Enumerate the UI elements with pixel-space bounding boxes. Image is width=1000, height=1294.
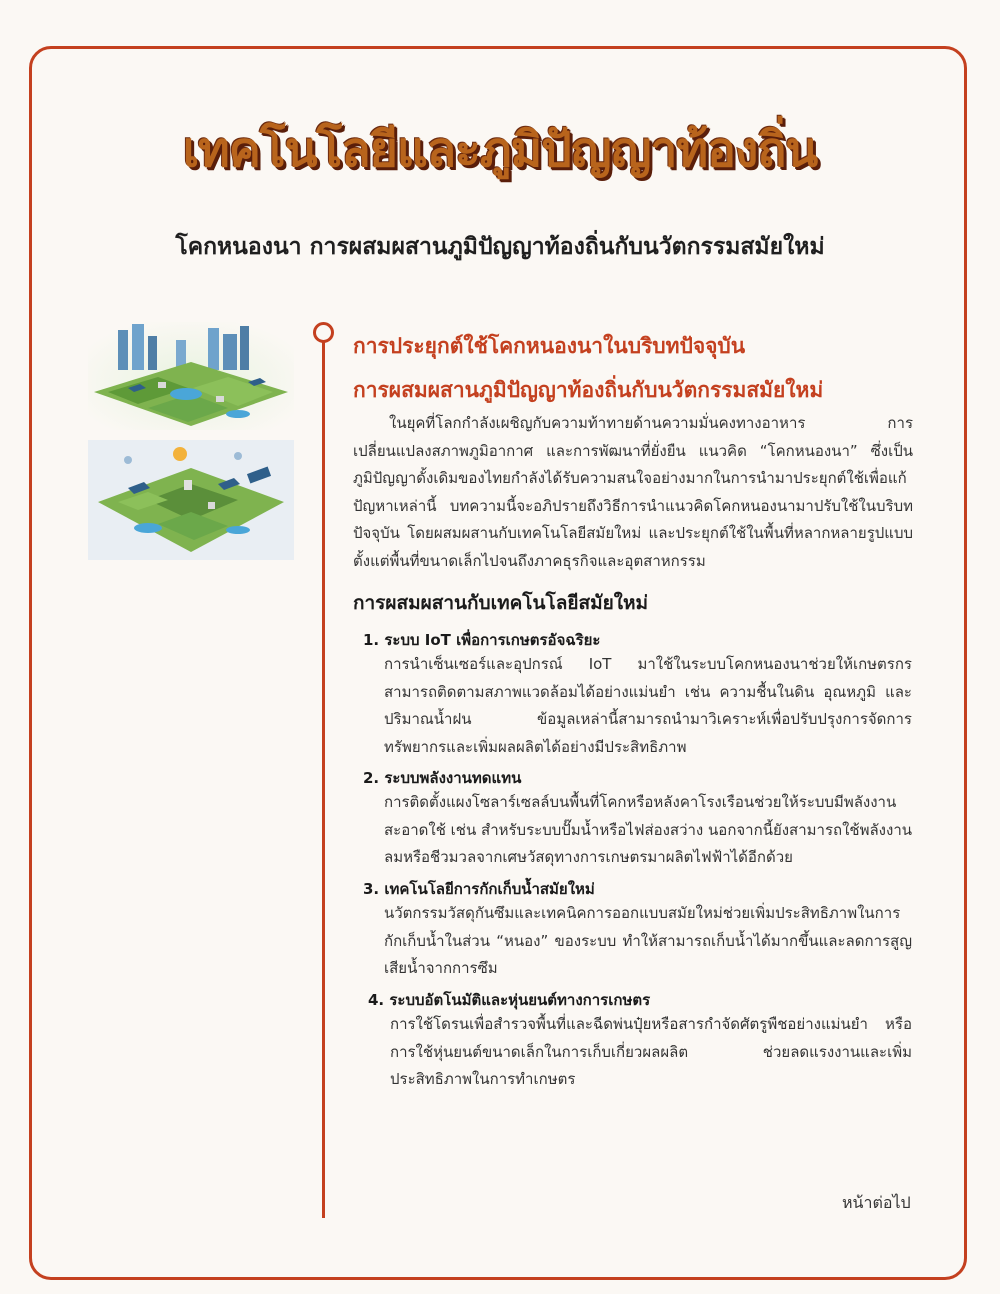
page-subtitle: โคกหนองนา การผสมผสานภูมิปัญญาท้องถิ่นกับนวัตกรรมสมัยใหม่ [175, 234, 825, 260]
item-body-water-storage: นวัตกรรมวัสดุกันซึมและเทคนิคการออกแบบสมัยใหม่ช่วยเพิ่มประสิทธิภาพในการกักเก็บน้ำในส่วน “หนอง” ของระบบ ทำให้สามารถเก็บน้ำได้มากขึ้นและลดการสูญเสียน้ำจากการซึม [384, 904, 912, 977]
item-title-automation: 4. ระบบอัตโนมัติและหุ่นยนต์ทางการเกษตร [368, 991, 651, 1009]
item-body-iot: การนำเซ็นเซอร์และอุปกรณ์ IoT มาใช้ในระบบโคกหนองนาช่วยให้เกษตรกรสามารถติดตามสภาพแวดล้อมได้อย่างแม่นยำ เช่น ความชื้นในดิน อุณหภูมิ และปริมาณน้ำฝน ข้อมูลเหล่านี้สามารถนำมาวิเคราะห์เพื่อปรับปรุงการจัดการทรัพยากรและเพิ่มผลผลิตได้อย่างมีประสิทธิภาพ [384, 655, 912, 756]
smart-farm-city-illustration [88, 322, 294, 430]
tech-heading: การผสมผสานกับเทคโนโลยีสมัยใหม่ [353, 592, 649, 614]
item-body-automation: การใช้โดรนเพื่อสำรวจพื้นที่และฉีดพ่นปุ๋ยหรือสารกำจัดศัตรูพืชอย่างแม่นยำ หรือการใช้หุ่นยนต์ขนาดเล็กในการเก็บเกี่ยวผลผลิต ช่วยลดแรงงานและเพิ่มประสิทธิภาพในการทำเกษตร [390, 1015, 912, 1088]
item-title-renewable-energy: 2. ระบบพลังงานทดแทน [363, 769, 522, 787]
next-page-link[interactable]: หน้าต่อไป [842, 1193, 911, 1212]
smart-agriculture-illustration [88, 440, 294, 560]
item-title-iot: 1. ระบบ IoT เพื่อการเกษตรอัจฉริยะ [363, 631, 601, 649]
item-title-water-storage: 3. เทคโนโลยีการกักเก็บน้ำสมัยใหม่ [363, 880, 595, 898]
page-title: เทคโนโลยีและภูมิปัญญาท้องถิ่น [182, 122, 818, 178]
timeline-line [322, 340, 325, 1218]
section-heading-application: การประยุกต์ใช้โคกหนองนาในบริบทปัจจุบัน [353, 334, 746, 358]
section-heading-integration: การผสมผสานภูมิปัญญาท้องถิ่นกับนวัตกรรมสมัยใหม่ [353, 378, 824, 402]
item-body-renewable-energy: การติดตั้งแผงโซลาร์เซลล์บนพื้นที่โคกหรือหลังคาโรงเรือนช่วยให้ระบบมีพลังงานสะอาดใช้ เช่น สำหรับระบบปั๊มน้ำหรือไฟส่องสว่าง นอกจากนี้ยังสามารถใช้พลังงานลมหรือชีวมวลจากเศษวัสดุทางการเกษตรมาผลิตไฟฟ้าได้อีกด้วย [384, 793, 912, 866]
intro-paragraph: ในยุคที่โลกกำลังเผชิญกับความท้าทายด้านความมั่นคงทางอาหาร การเปลี่ยนแปลงสภาพภูมิอากาศ และการพัฒนาที่ยั่งยืน แนวคิด “โคกหนองนา” ซึ่งเป็นภูมิปัญญาดั้งเดิมของไทยกำลังได้รับความสนใจอย่างมากในการนำมาประยุกต์ใช้เพื่อแก้ปัญหาเหล่านี้ บทความนี้จะอภิปรายถึงวิธีการนำแนวคิดโคกหนองนามาปรับใช้ในบริบทปัจจุบัน โดยผสมผสานกับเทคโนโลยีสมัยใหม่ และประยุกต์ใช้ในพื้นที่หลากหลายรูปแบบ ตั้งแต่พื้นที่ขนาดเล็กไปจนถึงภาคธุรกิจและอุตสาหกรรม [353, 414, 913, 570]
